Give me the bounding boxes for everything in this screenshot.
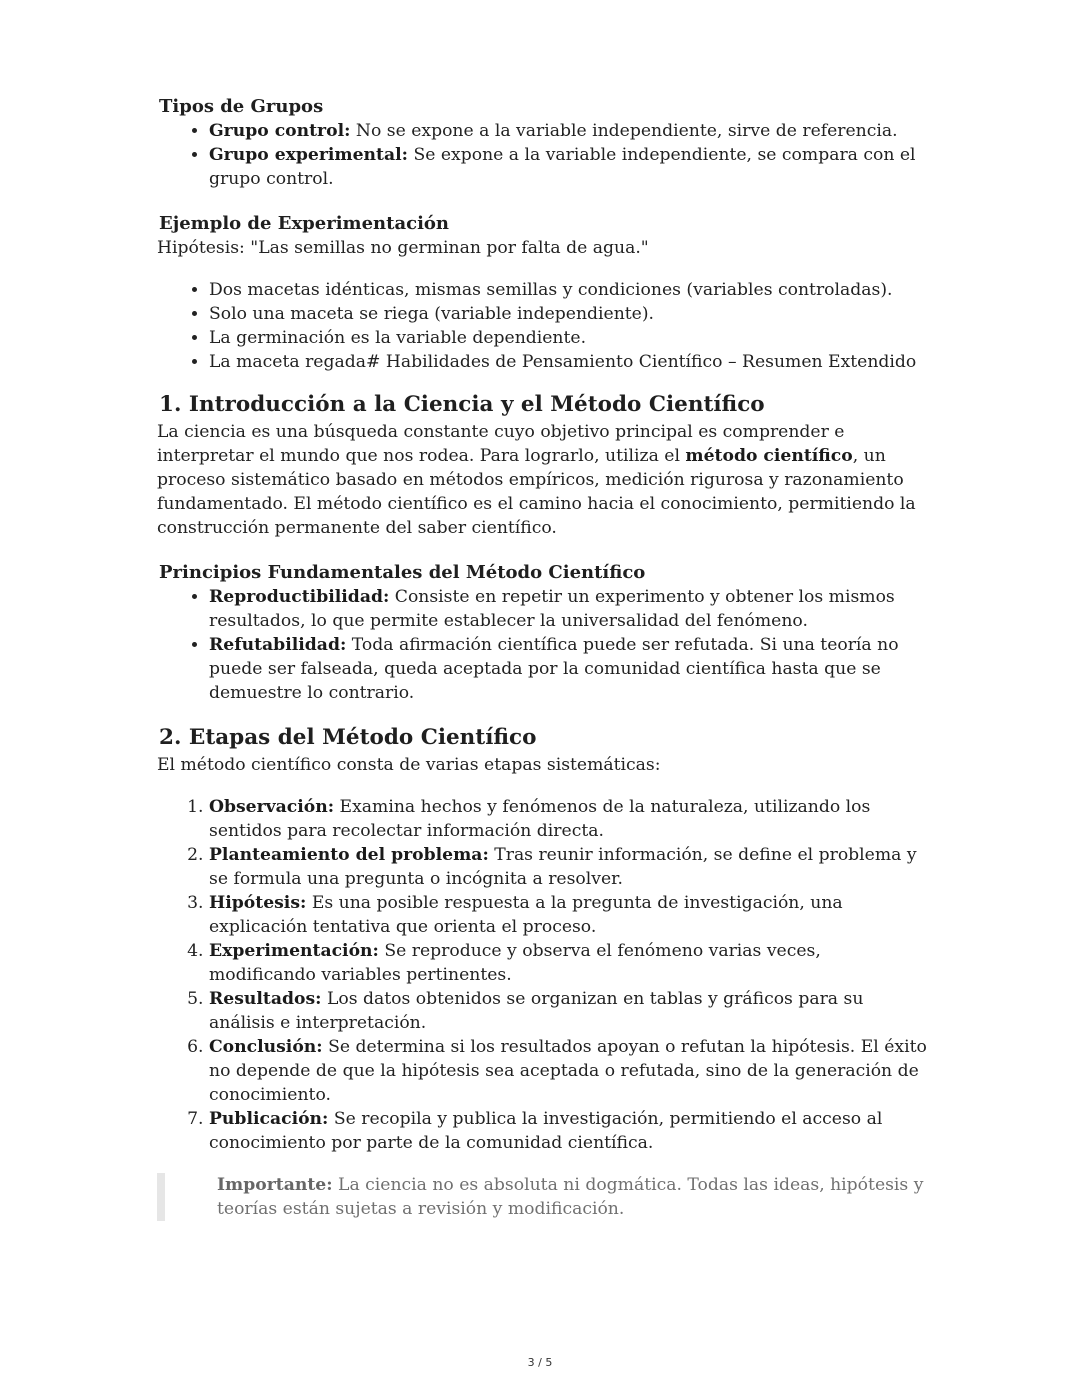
item-label: Grupo control: bbox=[209, 121, 351, 141]
list-item bbox=[209, 1035, 927, 1107]
item-text: Es una posible respuesta a la pregunta de investigación, una explicación tentativa que orienta el proceso. bbox=[209, 893, 843, 937]
para-bold: método científico bbox=[685, 446, 853, 466]
para-text: , un proceso sistemático basado en métodos empíricos, medición rigurosa y razonamiento fundamentado. El método científico es el camino hacia el conocimiento, permitiendo la construcción permanente del saber científico. bbox=[157, 446, 916, 538]
item-label: Reproductibilidad: bbox=[209, 587, 390, 607]
item-label: Publicación: bbox=[209, 1109, 329, 1129]
document-page bbox=[157, 94, 927, 1221]
section-2-intro: El método científico consta de varias etapas sistemáticas: bbox=[157, 755, 661, 775]
list-principios bbox=[157, 585, 927, 705]
list-item: • La maceta regada# Habilidades de Pensamiento Científico – Resumen Extendido bbox=[209, 350, 927, 374]
list-etapas bbox=[157, 795, 927, 1155]
item-text: Se determina si los resultados apoyan o refutan la hipótesis. El éxito no depende de que la hipótesis sea aceptada o refutada, sino de la generación de conocimiento. bbox=[209, 1037, 927, 1105]
heading-section-1: 1. Introducción a la Ciencia y el Método Científico bbox=[159, 392, 765, 417]
item-label: Observación: bbox=[209, 797, 335, 817]
item-text: Consiste en repetir un experimento y obtener los mismos resultados, lo que permite establecer la universalidad del fenómeno. bbox=[209, 587, 895, 631]
heading-principios: Principios Fundamentales del Método Científico bbox=[159, 562, 646, 583]
list-item bbox=[209, 585, 927, 633]
item-label: Planteamiento del problema: bbox=[209, 845, 489, 865]
item-text: No se expone a la variable independiente, sirve de referencia. bbox=[350, 121, 898, 141]
important-note bbox=[157, 1173, 927, 1221]
list-item bbox=[209, 119, 927, 143]
list-item bbox=[209, 987, 927, 1035]
para-text: La ciencia es una búsqueda constante cuyo objetivo principal es comprender e interpretar el mundo que nos rodea. Para lograrlo, utiliza el bbox=[157, 422, 845, 466]
heading-tipos-grupos: Tipos de Grupos bbox=[159, 96, 324, 117]
item-text: Examina hechos y fenómenos de la naturaleza, utilizando los sentidos para recolectar información directa. bbox=[209, 797, 871, 841]
list-item: • Dos macetas idénticas, mismas semillas y condiciones (variables controladas). bbox=[209, 278, 927, 302]
list-item bbox=[209, 939, 927, 987]
item-text: Los datos obtenidos se organizan en tablas y gráficos para su análisis e interpretación. bbox=[209, 989, 864, 1033]
item-text: Toda afirmación científica puede ser refutada. Si una teoría no puede ser falseada, queda aceptada por la comunidad científica hasta que se demuestre lo contrario. bbox=[209, 635, 899, 703]
page-indicator: 3 / 5 bbox=[527, 1356, 553, 1369]
note-text: La ciencia no es absoluta ni dogmática. Todas las ideas, hipótesis y teorías están sujetas a revisión y modificación. bbox=[217, 1175, 924, 1219]
section-1-paragraph bbox=[157, 420, 927, 540]
heading-ejemplo: Ejemplo de Experimentación bbox=[159, 213, 449, 234]
item-label: Grupo experimental: bbox=[209, 145, 408, 165]
list-item bbox=[209, 843, 927, 891]
heading-section-2: 2. Etapas del Método Científico bbox=[159, 725, 537, 750]
list-ejemplo bbox=[157, 278, 927, 374]
list-item bbox=[209, 143, 927, 191]
list-item bbox=[209, 795, 927, 843]
item-text: Se reproduce y observa el fenómeno varias veces, modificando variables pertinentes. bbox=[209, 941, 821, 985]
item-label: Refutabilidad: bbox=[209, 635, 347, 655]
list-tipos-grupos bbox=[157, 119, 927, 191]
item-label: Conclusión: bbox=[209, 1037, 323, 1057]
list-item bbox=[209, 633, 927, 705]
hypothesis-text: Hipótesis: "Las semillas no germinan por falta de agua." bbox=[157, 238, 649, 258]
list-item bbox=[209, 891, 927, 939]
item-text: Se expone a la variable independiente, se compara con el grupo control. bbox=[209, 145, 916, 189]
note-label: Importante: bbox=[217, 1175, 333, 1195]
list-item bbox=[209, 1107, 927, 1155]
item-text: Tras reunir información, se define el problema y se formula una pregunta o incógnita a resolver. bbox=[209, 845, 917, 889]
list-item: • La germinación es la variable dependiente. bbox=[209, 326, 927, 350]
list-item: • Solo una maceta se riega (variable independiente). bbox=[209, 302, 927, 326]
item-label: Resultados: bbox=[209, 989, 322, 1009]
item-label: Hipótesis: bbox=[209, 893, 307, 913]
item-text: Se recopila y publica la investigación, permitiendo el acceso al conocimiento por parte de la comunidad científica. bbox=[209, 1109, 883, 1153]
item-label: Experimentación: bbox=[209, 941, 379, 961]
